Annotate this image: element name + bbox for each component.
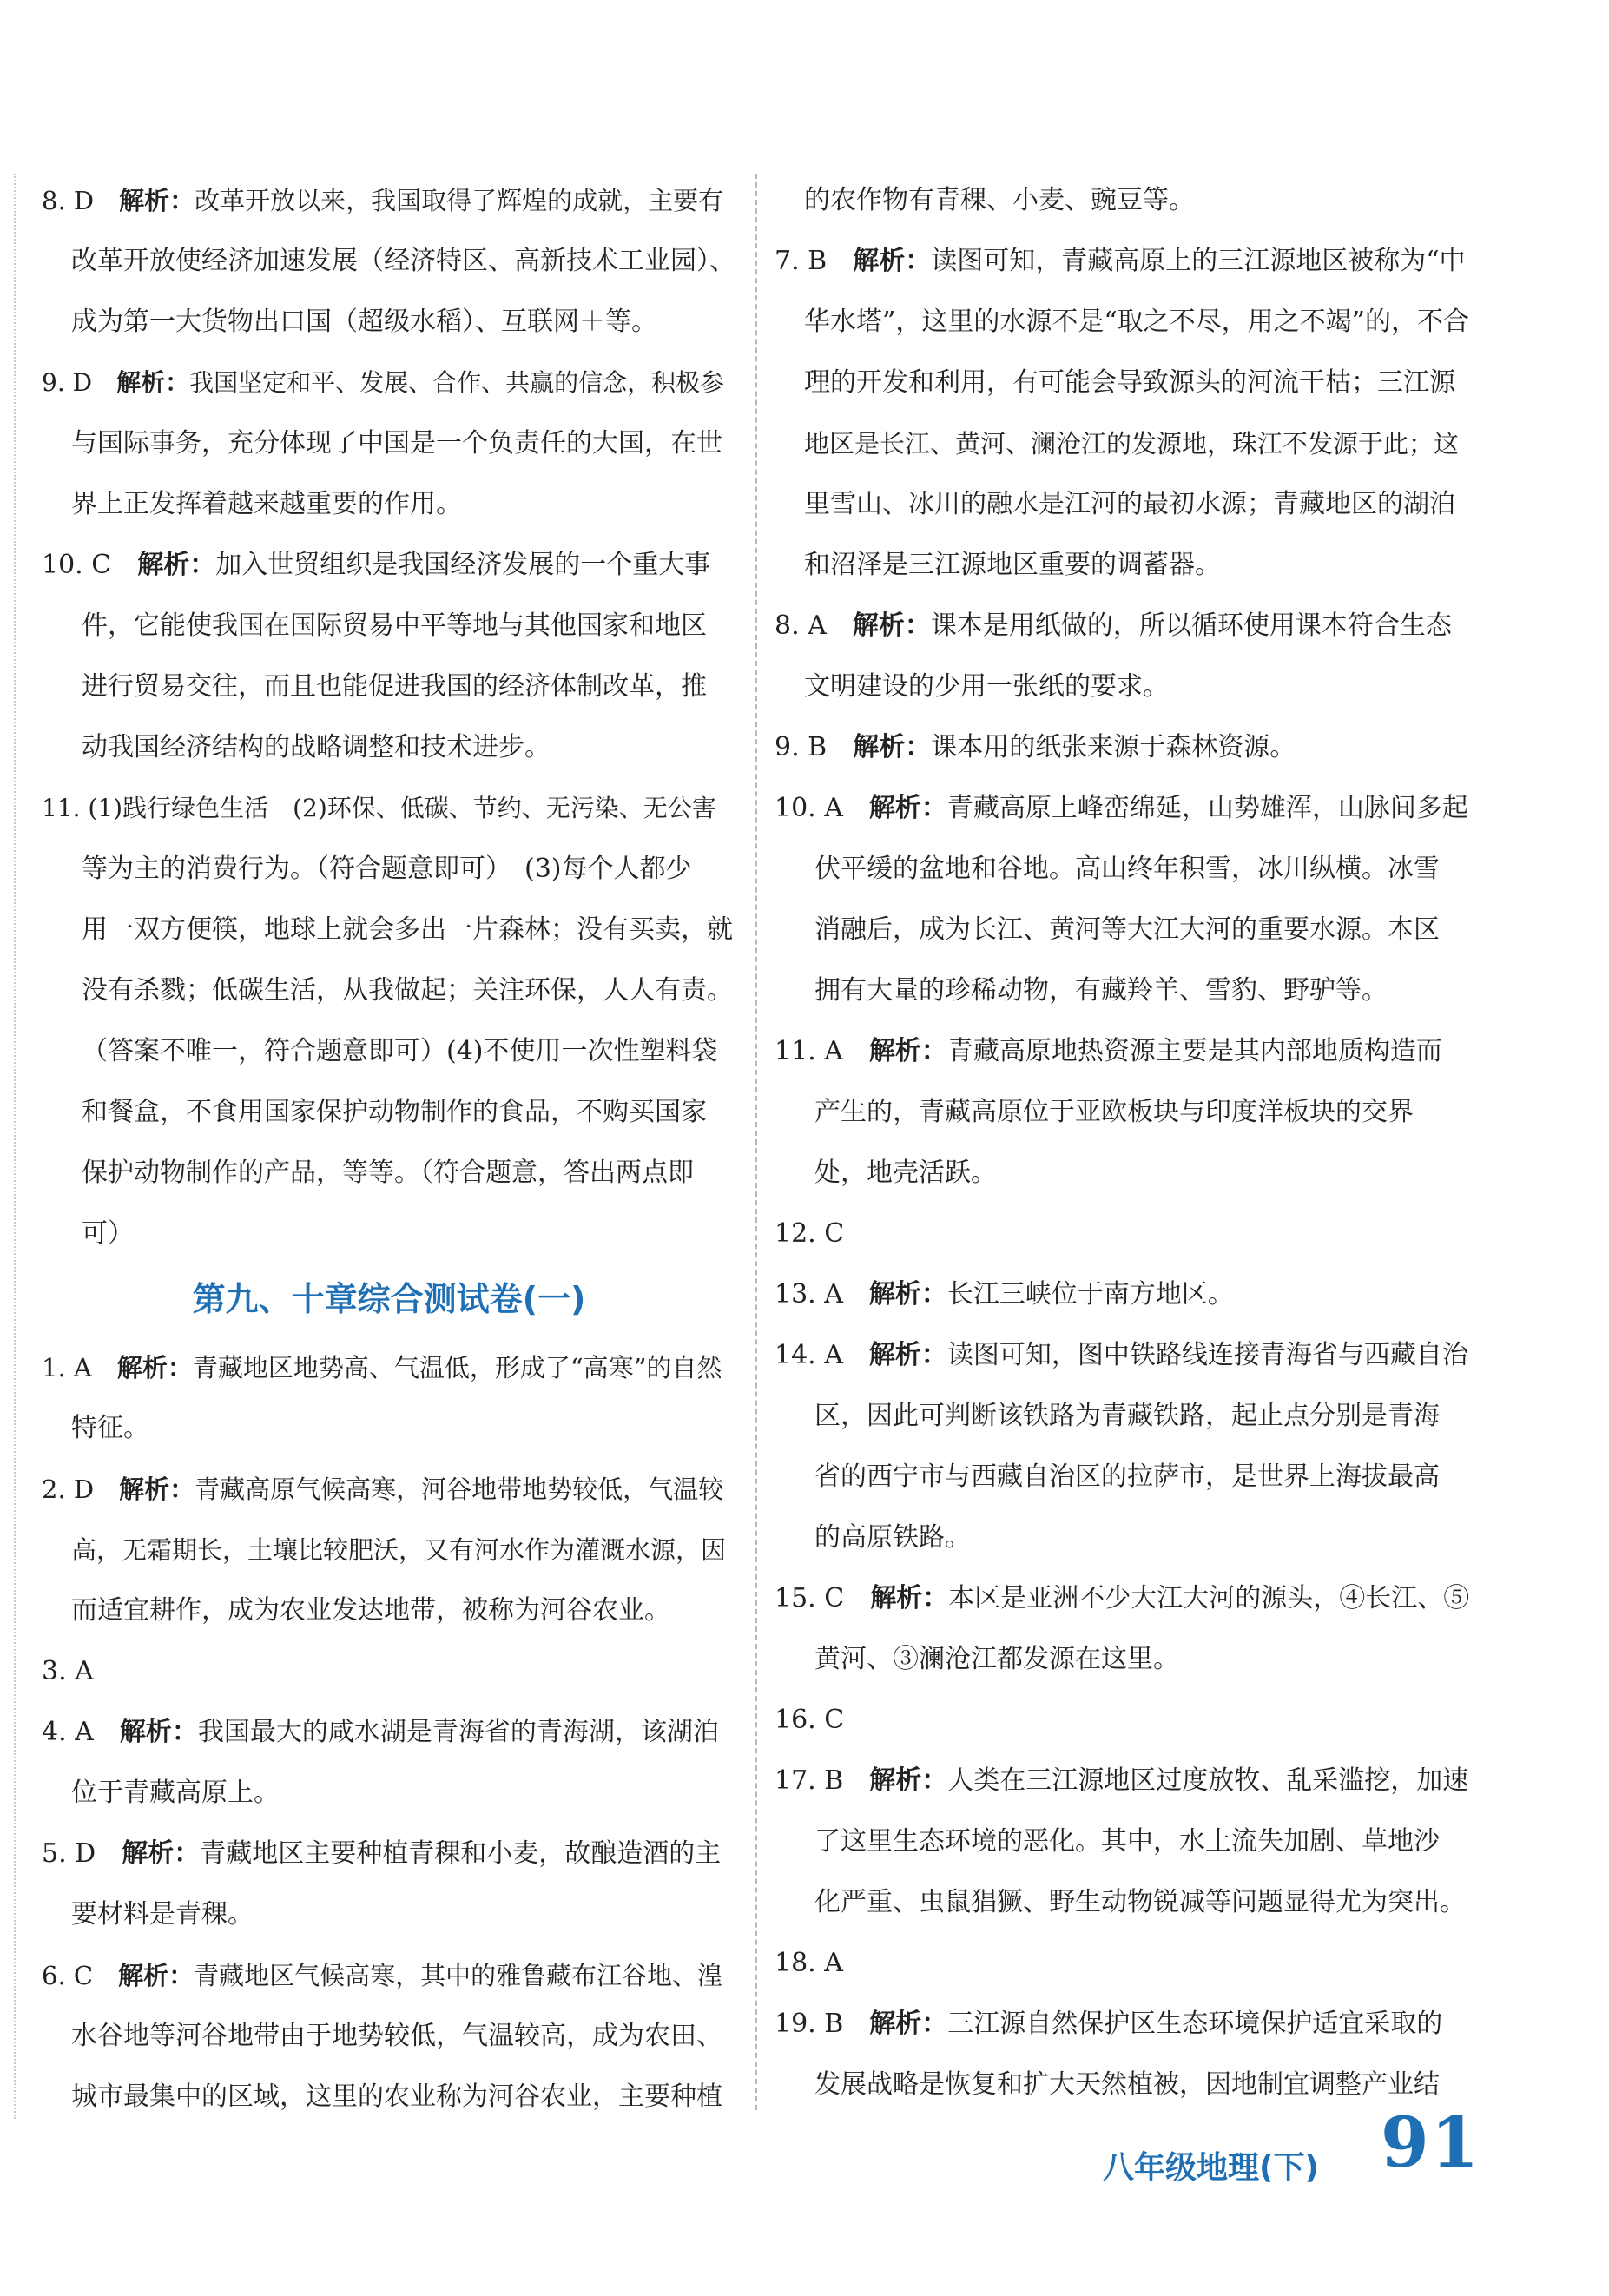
answer-continuation	[775, 170, 1469, 231]
answer-line: 14. A 解析：读图可知，图中铁路线连接青海省与西藏自治	[775, 1340, 1468, 1370]
answer-line: 19. B 解析：三江源自然保护区生态环境保护适宜采取的	[775, 2009, 1443, 2039]
answer-line: 城市最集中的区域，这里的农业称为河谷农业，主要种植	[71, 2082, 722, 2112]
answer-line: 12. C	[775, 1218, 845, 1249]
answer-line: 用一双方便筷，地球上就会多出一片森林；没有买卖，就	[82, 914, 733, 945]
answer-item	[775, 231, 1469, 596]
answer-line: 的农作物有青稞、小麦、豌豆等。	[804, 185, 1195, 215]
answer-line: 与国际事务，充分体现了中国是一个负责任的大国，在世	[71, 428, 722, 459]
answer-line: 16. C	[775, 1705, 845, 1735]
analysis-label: 解析：	[869, 2009, 948, 2039]
answer-line: 9. B 解析：课本用的纸张来源于森林资源。	[775, 732, 1296, 762]
answer-item	[775, 1933, 1469, 1994]
answer-item	[42, 535, 736, 778]
answer-line: 的高原铁路。	[814, 1522, 971, 1553]
answer-line: 保护动物制作的产品，等等。（符合题意，答出两点即	[82, 1158, 694, 1188]
answer-item	[775, 1994, 1469, 2115]
analysis-label: 解析：	[116, 368, 190, 397]
answer-line: 可）	[82, 1218, 134, 1249]
answer-line: 位于青藏高原上。	[71, 1778, 280, 1808]
footer-subject: 八年级地理(下)	[1103, 2150, 1319, 2186]
analysis-label: 解析：	[118, 1961, 195, 1990]
answer-item	[42, 353, 736, 535]
analysis-label: 解析：	[137, 550, 216, 580]
answer-line: 10. C 解析：加入世贸组织是我国经济发展的一个重大事	[42, 550, 711, 580]
answer-line: 成为第一大货物出口国（超级水稻）、互联网＋等。	[71, 307, 657, 337]
answer-line: 处，地壳活跃。	[814, 1158, 997, 1188]
answer-line: 5. D 解析：青藏地区主要种植青稞和小麦，故酿造酒的主	[42, 1838, 722, 1869]
answer-line: 了这里生态环境的恶化。其中，水土流失加剧、草地沙	[814, 1826, 1440, 1857]
answer-line: 9. D 解析：我国坚定和平、发展、合作、共赢的信念，积极参	[42, 368, 725, 397]
answer-line: 消融后，成为长江、黄河等大江大河的重要水源。本区	[814, 914, 1440, 945]
answer-item	[775, 717, 1469, 778]
answer-item	[775, 1690, 1469, 1751]
analysis-label: 解析：	[853, 732, 932, 762]
answer-line: 文明建设的少用一张纸的要求。	[804, 671, 1169, 702]
answer-line: 区，因此可判断该铁路为青藏铁路，起止点分别是青海	[814, 1401, 1440, 1431]
answer-line: 8. D 解析：改革开放以来，我国取得了辉煌的成就，主要有	[42, 186, 724, 215]
answer-item	[42, 1459, 736, 1641]
analysis-label: 解析：	[116, 1353, 193, 1382]
answer-line: 而适宜耕作，成为农业发达地带，被称为河谷农业。	[71, 1595, 670, 1626]
answer-line: 11. A 解析：青藏高原地热资源主要是其内部地质构造而	[775, 1036, 1442, 1066]
answer-line: 拥有大量的珍稀动物，有藏羚羊、雪豹、野驴等。	[814, 975, 1388, 1006]
answer-item	[775, 1751, 1469, 1933]
answer-item	[775, 1568, 1469, 1690]
answer-line: 化严重、虫鼠猖獗、野生动物锐减等问题显得尤为突出。	[814, 1887, 1466, 1917]
answer-item	[42, 170, 736, 353]
answer-line: 里雪山、冰川的融水是江河的最初水源；青藏地区的湖泊	[804, 489, 1455, 519]
analysis-label: 解析：	[119, 1717, 198, 1747]
answer-item	[42, 778, 736, 1264]
analysis-label: 解析：	[868, 793, 947, 823]
answer-line: 水谷地等河谷地带由于地势较低，气温较高，成为农田、	[71, 2021, 722, 2051]
answer-line: 动我国经济结构的战略调整和技术进步。	[82, 732, 551, 762]
answer-line: 发展战略是恢复和扩大天然植被，因地制宜调整产业结	[814, 2069, 1440, 2100]
answer-line: 高，无霜期长，土壤比较肥沃，又有河水作为灌溉水源，因	[71, 1535, 727, 1565]
page-footer	[1103, 2101, 1485, 2197]
answer-line: 8. A 解析：课本是用纸做的，所以循环使用课本符合生态	[775, 610, 1452, 641]
answer-line: 省的西宁市与西藏自治区的拉萨市，是世界上海拔最高	[814, 1461, 1440, 1492]
answer-line: 2. D 解析：青藏高原气候高寒，河谷地带地势较低，气温较	[42, 1475, 724, 1504]
answer-line: 和沼泽是三江源地区重要的调蓄器。	[804, 550, 1221, 580]
answer-item	[42, 1824, 736, 1945]
section-title: 第九、十章综合测试卷(一)	[192, 1280, 586, 1318]
answer-item	[775, 1264, 1469, 1325]
answer-line: 华水塔”，这里的水源不是“取之不尽，用之不竭”的，不合	[804, 307, 1470, 337]
answer-line: 件，它能使我国在国际贸易中平等地与其他国家和地区	[82, 610, 707, 641]
analysis-label: 解析：	[122, 1838, 201, 1869]
answer-line: 产生的，青藏高原位于亚欧板块与印度洋板块的交界	[814, 1097, 1414, 1127]
answer-item	[775, 1204, 1469, 1264]
page-number: 91	[1381, 2101, 1481, 2183]
left-column	[42, 170, 736, 2128]
answer-item	[775, 1325, 1469, 1568]
analysis-label: 解析：	[119, 186, 195, 215]
analysis-label: 解析：	[119, 1475, 195, 1504]
answer-item	[775, 596, 1469, 717]
answer-line: 特征。	[71, 1413, 149, 1443]
answer-line: 11. (1)践行绿色生活 (2)环保、低碳、节约、无污染、无公害	[42, 794, 716, 822]
answer-line: 17. B 解析：人类在三江源地区过度放牧、乱采滥挖，加速	[775, 1765, 1469, 1796]
answer-line: 15. C 解析：本区是亚洲不少大江大河的源头，④长江、⑤	[775, 1583, 1470, 1613]
answer-line: 黄河、③澜沧江都发源在这里。	[814, 1644, 1179, 1674]
answer-line: 6. C 解析：青藏地区气候高寒，其中的雅鲁藏布江谷地、湟	[42, 1961, 723, 1990]
answer-line: 没有杀戮；低碳生活，从我做起；关注环保，人人有责。	[82, 975, 733, 1006]
analysis-label: 解析：	[852, 610, 931, 641]
answer-line: 改革开放使经济加速发展（经济特区、高新技术工业园）、	[71, 246, 735, 276]
answer-item	[42, 1337, 736, 1459]
answer-line: （答案不唯一，符合题意即可）(4)不使用一次性塑料袋	[82, 1036, 718, 1066]
answer-line: 理的开发和利用，有可能会导致源头的河流干枯；三江源	[804, 367, 1455, 398]
answer-line: 等为主的消费行为。（符合题意即可） (3)每个人都少	[82, 854, 692, 884]
answer-line: 伏平缓的盆地和谷地。高山终年积雪，冰川纵横。冰雪	[814, 854, 1440, 884]
answer-line: 18. A	[775, 1948, 843, 1978]
analysis-label: 解析：	[868, 1279, 947, 1310]
analysis-label: 解析：	[868, 1036, 947, 1066]
answer-line: 1. A 解析：青藏地区地势高、气温低，形成了“高寒”的自然	[42, 1353, 722, 1382]
answer-line: 10. A 解析：青藏高原上峰峦绵延，山势雄浑，山脉间多起	[775, 793, 1468, 823]
right-column	[775, 170, 1469, 2115]
answer-line: 和餐盒，不食用国家保护动物制作的食品，不购买国家	[82, 1097, 707, 1127]
answer-item	[42, 1945, 736, 2128]
analysis-label: 解析：	[870, 1583, 949, 1613]
margin-rule	[14, 174, 16, 2119]
analysis-label: 解析：	[869, 1765, 948, 1796]
answer-line: 进行贸易交往，而且也能促进我国的经济体制改革，推	[82, 671, 707, 702]
answer-item	[775, 1021, 1469, 1204]
answer-item	[42, 1702, 736, 1824]
answer-line: 要材料是青稞。	[71, 1899, 254, 1930]
answer-line: 13. A 解析：长江三峡位于南方地区。	[775, 1279, 1234, 1310]
answer-line: 地区是长江、黄河、澜沧江的发源地，珠江不发源于此；这	[804, 429, 1460, 459]
answer-line: 3. A	[42, 1656, 94, 1686]
answer-line: 界上正发挥着越来越重要的作用。	[71, 489, 462, 519]
answer-line: 7. B 解析：读图可知，青藏高原上的三江源地区被称为“中	[775, 246, 1466, 276]
column-divider	[755, 174, 757, 2110]
analysis-label: 解析：	[868, 1340, 947, 1370]
analysis-label: 解析：	[853, 246, 932, 276]
answer-item	[775, 778, 1469, 1021]
answer-item	[42, 1641, 736, 1702]
answer-line: 4. A 解析：我国最大的咸水湖是青海省的青海湖，该湖泊	[42, 1717, 719, 1747]
